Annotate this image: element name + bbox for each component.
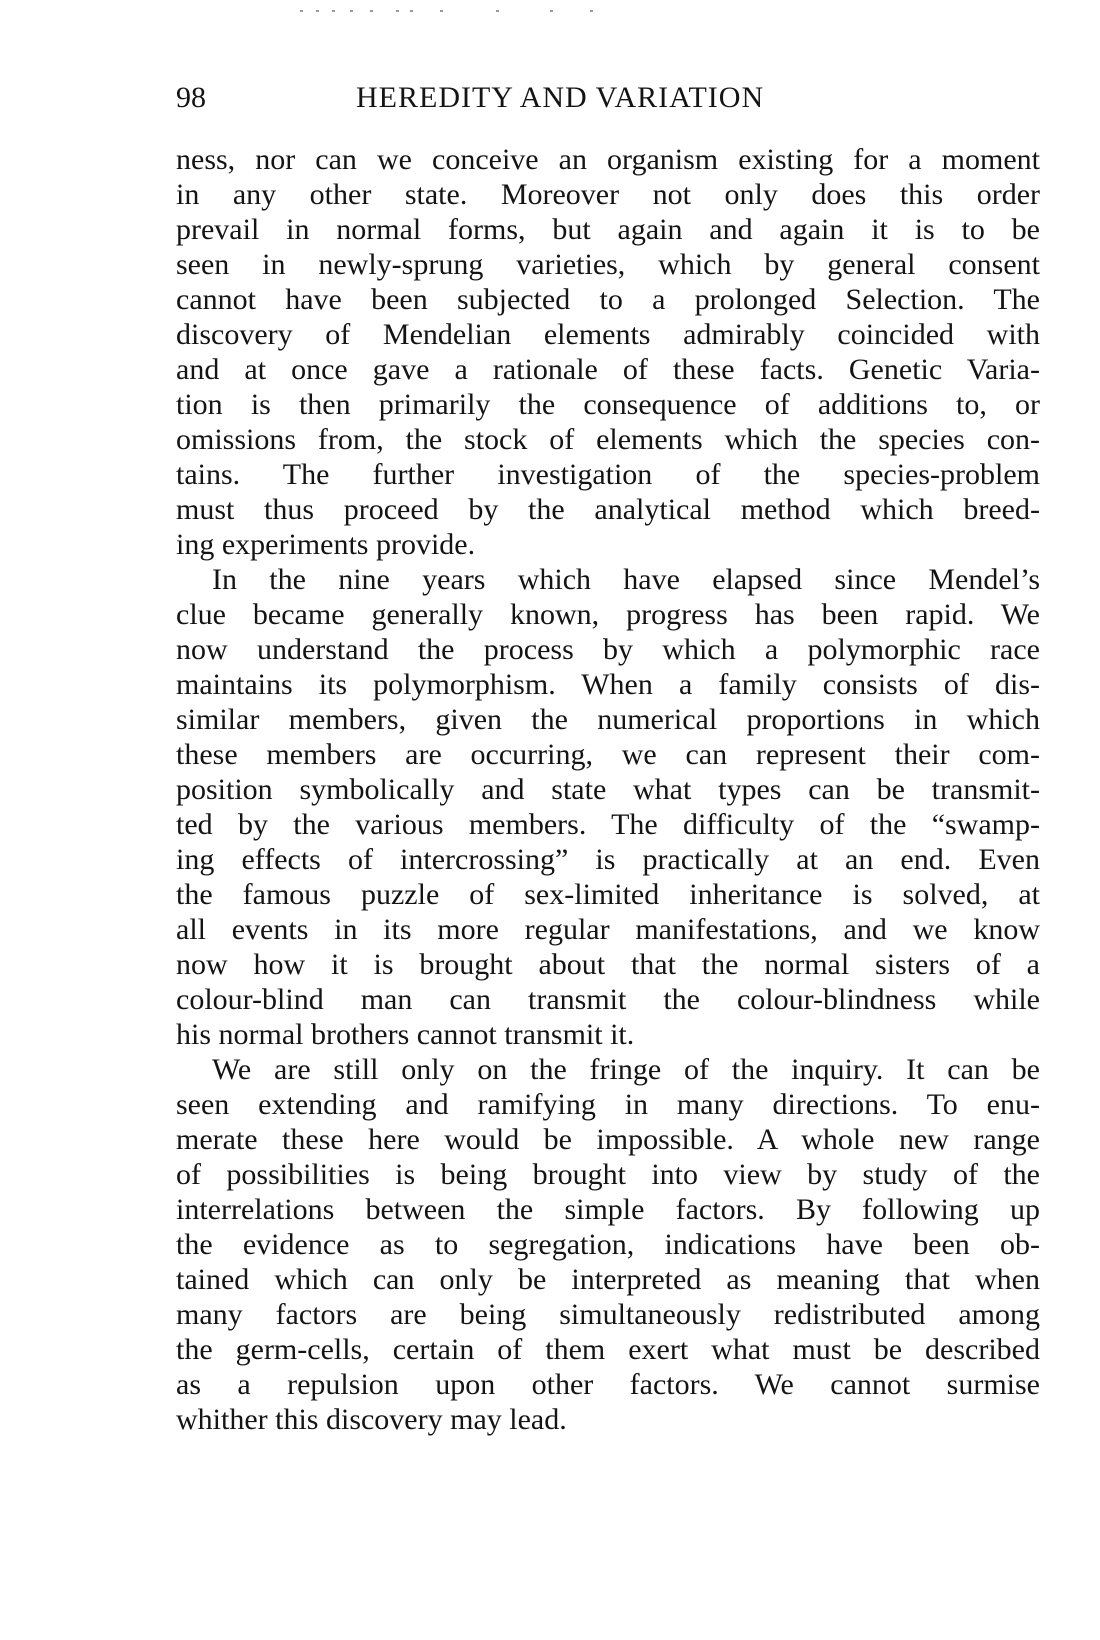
text-line: the evidence as to segregation, indications have been ob-	[176, 1228, 1040, 1261]
text-line: position symbolically and state what types can be transmit-	[176, 773, 1040, 806]
paragraph-3	[176, 1052, 1040, 1437]
scan-specks	[300, 8, 600, 14]
text-line: colour-blind man can transmit the colour-blindness while	[176, 983, 1040, 1016]
page-header	[176, 78, 1040, 118]
text-line: merate these here would be impossible. A whole new range	[176, 1123, 1040, 1156]
text-line: ing effects of intercrossing” is practically at an end. Even	[176, 843, 1040, 876]
text-line: tained which can only be interpreted as meaning that when	[176, 1263, 1040, 1296]
text-line: as a repulsion upon other factors. We cannot surmise	[176, 1368, 1040, 1401]
text-line: discovery of Mendelian elements admirably coincided with	[176, 318, 1040, 351]
text-line: prevail in normal forms, but again and again it is to be	[176, 213, 1040, 246]
text-line: interrelations between the simple factors. By following up	[176, 1193, 1040, 1226]
text-line: the germ-cells, certain of them exert what must be described	[176, 1333, 1040, 1366]
text-line: of possibilities is being brought into view by study of the	[176, 1158, 1040, 1191]
text-line: must thus proceed by the analytical method which breed-	[176, 493, 1040, 526]
text-line: maintains its polymorphism. When a family consists of dis-	[176, 668, 1040, 701]
text-line: all events in its more regular manifestations, and we know	[176, 913, 1040, 946]
text-line: these members are occurring, we can represent their com-	[176, 738, 1040, 771]
text-line: now how it is brought about that the normal sisters of a	[176, 948, 1040, 981]
paragraph-1	[176, 142, 1040, 562]
text-line: whither this discovery may lead.	[176, 1403, 567, 1436]
text-line: In the nine years which have elapsed since Mendel’s	[212, 563, 1040, 596]
text-line: his normal brothers cannot transmit it.	[176, 1018, 635, 1051]
text-line: and at once gave a rationale of these facts. Genetic Varia-	[176, 353, 1040, 386]
text-line: clue became generally known, progress has been rapid. We	[176, 598, 1040, 631]
body-text	[176, 142, 1040, 1437]
text-line: in any other state. Moreover not only does this order	[176, 178, 1040, 211]
running-title: HEREDITY AND VARIATION	[356, 81, 765, 114]
text-line: ted by the various members. The difficulty of the “swamp-	[176, 808, 1040, 841]
text-line: cannot have been subjected to a prolonged Selection. The	[176, 283, 1040, 316]
text-line: ness, nor can we conceive an organism existing for a moment	[176, 143, 1040, 176]
text-line: the famous puzzle of sex-limited inheritance is solved, at	[176, 878, 1040, 911]
text-line: omissions from, the stock of elements which the species con-	[176, 423, 1040, 456]
text-line: similar members, given the numerical proportions in which	[176, 703, 1040, 736]
text-line: tion is then primarily the consequence of additions to, or	[176, 388, 1040, 421]
text-line: seen in newly-sprung varieties, which by general consent	[176, 248, 1040, 281]
text-line: now understand the process by which a polymorphic race	[176, 633, 1040, 666]
text-line: ing experiments provide.	[176, 528, 476, 561]
text-line: seen extending and ramifying in many directions. To enu-	[176, 1088, 1040, 1121]
paragraph-2	[176, 562, 1040, 1052]
text-line: tains. The further investigation of the species-problem	[176, 458, 1040, 491]
text-line: We are still only on the fringe of the inquiry. It can be	[212, 1053, 1040, 1086]
text-line: many factors are being simultaneously redistributed among	[176, 1298, 1040, 1331]
page-number: 98	[176, 81, 206, 114]
